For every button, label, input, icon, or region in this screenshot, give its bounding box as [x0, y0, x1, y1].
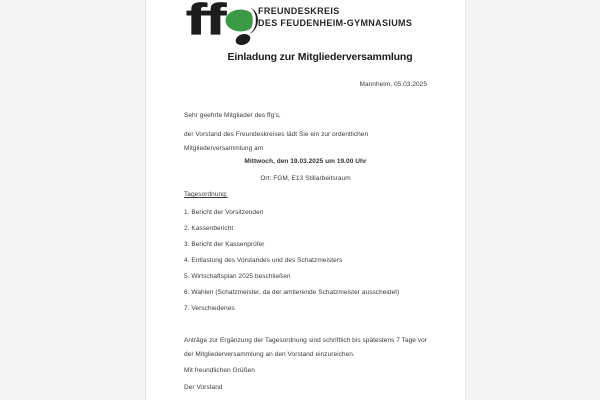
closing: Mit freundlichen Grüßen	[184, 367, 255, 374]
letter-page	[146, 0, 465, 400]
intro-line1: der Vorstand des Freundeskreises lädt Sie ein zur ordentlichen	[184, 131, 369, 138]
org-line1: FREUNDESKREIS	[258, 6, 340, 16]
agenda-heading: Tagesordnung:	[184, 191, 228, 198]
ff-glyphs	[186, 1, 227, 44]
intro-line2: Mitgliederversammlung am	[184, 145, 264, 152]
agenda-item-2: 2. Kassenbericht	[184, 225, 234, 232]
agenda-item-3: 3. Bericht der Kassenprüfer	[184, 241, 265, 248]
agenda-item-1: 1. Bericht der Vorsitzenden	[184, 209, 264, 216]
agenda-item-4: 4. Entlastung des Vorstandes und des Schatzmeisters	[184, 257, 343, 264]
note-line2: der Mitgliederversammlung an den Vorstand einzureichen.	[184, 351, 355, 358]
ffg-logo	[186, 1, 264, 47]
dateline: Mannheim, 05.03.2025	[359, 81, 427, 88]
meeting-datetime: Mittwoch, den 19.03.2025 um 19.00 Uhr	[244, 158, 367, 165]
meeting-location: Ort: FGM, E13 Stillarbeitsraum	[260, 175, 351, 182]
agenda-item-7: 7. Verschiedenes	[184, 305, 235, 312]
org-name	[258, 5, 412, 29]
salutation: Sehr geehrte Mitglieder des ffg's,	[184, 112, 281, 119]
signature: Der Vorstand	[184, 384, 223, 391]
org-line2: DES FEUDENHEIM-GYMNASIUMS	[258, 18, 413, 28]
agenda-item-5: 5. Wirtschaftsplan 2025 beschließen	[184, 273, 291, 280]
letter-title: Einladung zur Mitgliederversammlung	[227, 51, 413, 63]
svg-text:ff: ff	[186, 1, 225, 44]
g-glyph	[226, 8, 258, 47]
note-line1: Anträge zur Ergänzung der Tagesordnung sind schriftlich bis spätestens 7 Tage vor	[184, 337, 428, 344]
agenda-item-6: 6. Wahlen (Schatzmeister, da der amtierende Schatzmeister ausscheidet)	[184, 289, 400, 296]
